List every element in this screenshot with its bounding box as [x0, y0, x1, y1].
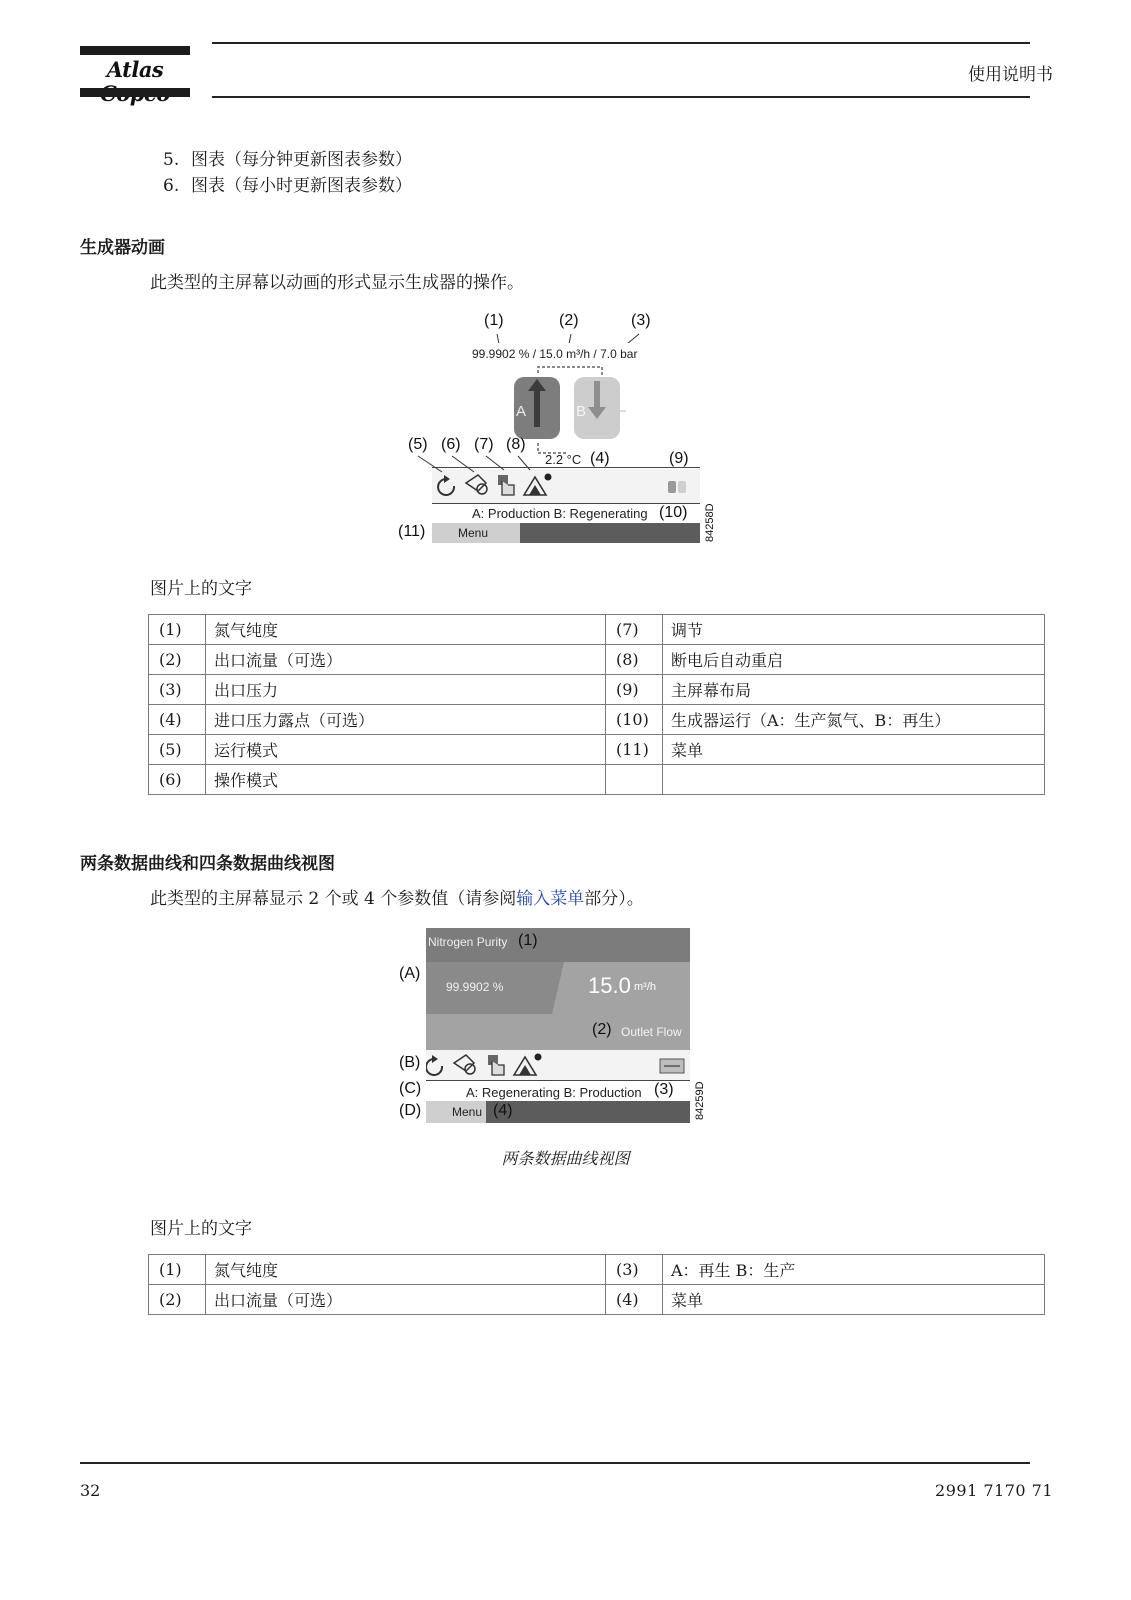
auto-restart-icon: [524, 474, 552, 496]
table-cell: (8): [606, 645, 663, 675]
brand-logo: Atlas: [106, 57, 164, 82]
table-cell: (5): [149, 735, 206, 765]
header-rule-top: [212, 42, 1030, 44]
screen-divider: [426, 1080, 690, 1081]
table-label: 图片上的文字: [150, 579, 252, 599]
footer-rule: [80, 1462, 1030, 1464]
header-rule-bottom: [212, 96, 1030, 98]
callout-3: (3): [654, 1081, 674, 1098]
running-mode-icon: [438, 475, 454, 495]
callout-1: (1): [518, 932, 538, 949]
callout-11: (11): [398, 523, 426, 540]
purity-value: 99.9902 %: [446, 980, 504, 994]
purity-flow-pressure-readout: 99.9902 % / 15.0 m³/h / 7.0 bar: [472, 347, 638, 361]
callout-5: (5): [408, 436, 428, 453]
table-label: 图片上的文字: [150, 1219, 252, 1239]
table-row: [149, 735, 1045, 765]
label-b: (B): [399, 1054, 421, 1071]
table-cell: (7): [606, 615, 663, 645]
section-heading-data-curve-views: 两条数据曲线和四条数据曲线视图: [80, 854, 335, 874]
table-cell: A：再生 B：生产: [663, 1255, 1045, 1285]
table-cell: (1): [149, 615, 206, 645]
operation-mode-icon: [454, 1055, 475, 1074]
callout-leader-lines-bottom: [400, 452, 560, 476]
callout-1: (1): [484, 312, 504, 329]
table-row: [149, 1255, 1045, 1285]
figure-code: 84258D: [704, 503, 716, 542]
two-value-screen: [426, 928, 690, 1123]
vessel-a-label: A: [516, 403, 527, 420]
section-paragraph: [150, 884, 644, 909]
table-cell: 生成器运行（A：生产氮气、B：再生）: [663, 705, 1045, 735]
list-item: [163, 150, 412, 170]
logo-bar-top: [80, 46, 190, 55]
dewpoint-temperature: 2.2 °C: [545, 452, 582, 467]
callout-7: (7): [474, 436, 494, 453]
section-heading-generator-animation: 生成器动画: [80, 238, 165, 258]
table-row: [149, 645, 1045, 675]
table-cell: 操作模式: [206, 765, 606, 795]
table-cell: (1): [149, 1255, 206, 1285]
menu-bar: [432, 523, 700, 543]
table-cell: (3): [606, 1255, 663, 1285]
list-item-number: 5.: [163, 150, 180, 170]
paragraph-text: 部分）。: [584, 889, 644, 909]
table-cell: (2): [149, 645, 206, 675]
generator-status-text: A: Regenerating B: Production: [466, 1085, 642, 1100]
table-row: [149, 615, 1045, 645]
callout-9: (9): [669, 450, 689, 467]
table-row: [149, 765, 1045, 795]
adjustment-hand-icon: [488, 1055, 504, 1075]
running-mode-icon: [426, 1055, 442, 1075]
operation-mode-icon: [466, 475, 487, 494]
table-row: [149, 1285, 1045, 1315]
label-d: (D): [399, 1102, 422, 1119]
logo-bar-bottom: [80, 88, 190, 97]
table-cell: (3): [149, 675, 206, 705]
table-cell: 主屏幕布局: [663, 675, 1045, 705]
callout-10: (10): [659, 504, 688, 521]
callout-8: (8): [506, 436, 526, 453]
table-cell: (2): [149, 1285, 206, 1315]
callout-4: (4): [493, 1102, 513, 1119]
table-cell: 菜单: [663, 1285, 1045, 1315]
status-icons: [426, 1052, 690, 1080]
menu-button-label: Menu: [458, 526, 489, 540]
layout-icon: [668, 481, 686, 493]
vessel-b-label: B: [576, 403, 587, 420]
label-a: (A): [399, 965, 421, 982]
menu-bar: [426, 1101, 690, 1123]
list-item-text: 图表（每小时更新图表参数）: [191, 176, 412, 196]
label-c: (C): [399, 1080, 422, 1097]
table-cell: 出口流量（可选）: [206, 645, 606, 675]
auto-restart-icon: [514, 1054, 542, 1076]
outlet-flow-label: Outlet Flow: [621, 1025, 682, 1039]
callout-3: (3): [631, 312, 651, 329]
input-menu-link[interactable]: 输入菜单: [516, 889, 585, 909]
flow-value: 15.0: [588, 973, 631, 998]
legend-table-1: [148, 614, 1045, 795]
table-cell: 调节: [663, 615, 1045, 645]
legend-table-2: [148, 1254, 1045, 1315]
document-number: 2991 7170 71: [935, 1481, 1053, 1500]
table-cell: 菜单: [663, 735, 1045, 765]
page-number: 32: [80, 1481, 101, 1500]
callout-2: (2): [592, 1021, 612, 1038]
paragraph-text: 此类型的主屏幕显示 2 个或 4 个参数值（请参阅: [150, 889, 517, 909]
table-cell: (11): [606, 735, 663, 765]
menu-button-label: Menu: [452, 1105, 483, 1119]
layout-icon: [660, 1059, 684, 1073]
header-doc-type: 使用说明书: [968, 65, 1053, 85]
table-cell: [663, 765, 1045, 795]
section-paragraph: 此类型的主屏幕以动画的形式显示生成器的操作。: [150, 273, 524, 293]
menu-button[interactable]: [426, 1101, 486, 1123]
list-item-number: 6.: [163, 176, 180, 196]
table-cell: (4): [606, 1285, 663, 1315]
figure-caption: 两条数据曲线视图: [501, 1149, 630, 1168]
table-cell: 出口压力: [206, 675, 606, 705]
table-cell: [606, 765, 663, 795]
list-item: [163, 176, 412, 196]
adjustment-hand-icon: [498, 475, 514, 495]
table-cell: (4): [149, 705, 206, 735]
table-cell: 氮气纯度: [206, 615, 606, 645]
table-row: [149, 675, 1045, 705]
flow-unit: m³/h: [634, 981, 656, 993]
table-cell: (9): [606, 675, 663, 705]
table-cell: (10): [606, 705, 663, 735]
callout-2: (2): [559, 312, 579, 329]
table-cell: (6): [149, 765, 206, 795]
menu-button[interactable]: [432, 523, 520, 543]
table-cell: 氮气纯度: [206, 1255, 606, 1285]
nitrogen-purity-title: Nitrogen Purity: [428, 935, 508, 949]
callout-6: (6): [441, 436, 461, 453]
generator-status-text: A: Production B: Regenerating: [472, 506, 648, 521]
list-item-text: 图表（每分钟更新图表参数）: [191, 150, 412, 170]
table-cell: 断电后自动重启: [663, 645, 1045, 675]
table-cell: 进口压力露点（可选）: [206, 705, 606, 735]
table-cell: 出口流量（可选）: [206, 1285, 606, 1315]
figure-code: 84259D: [694, 1081, 706, 1120]
callout-4: (4): [590, 450, 610, 467]
table-row: [149, 705, 1045, 735]
table-cell: 运行模式: [206, 735, 606, 765]
